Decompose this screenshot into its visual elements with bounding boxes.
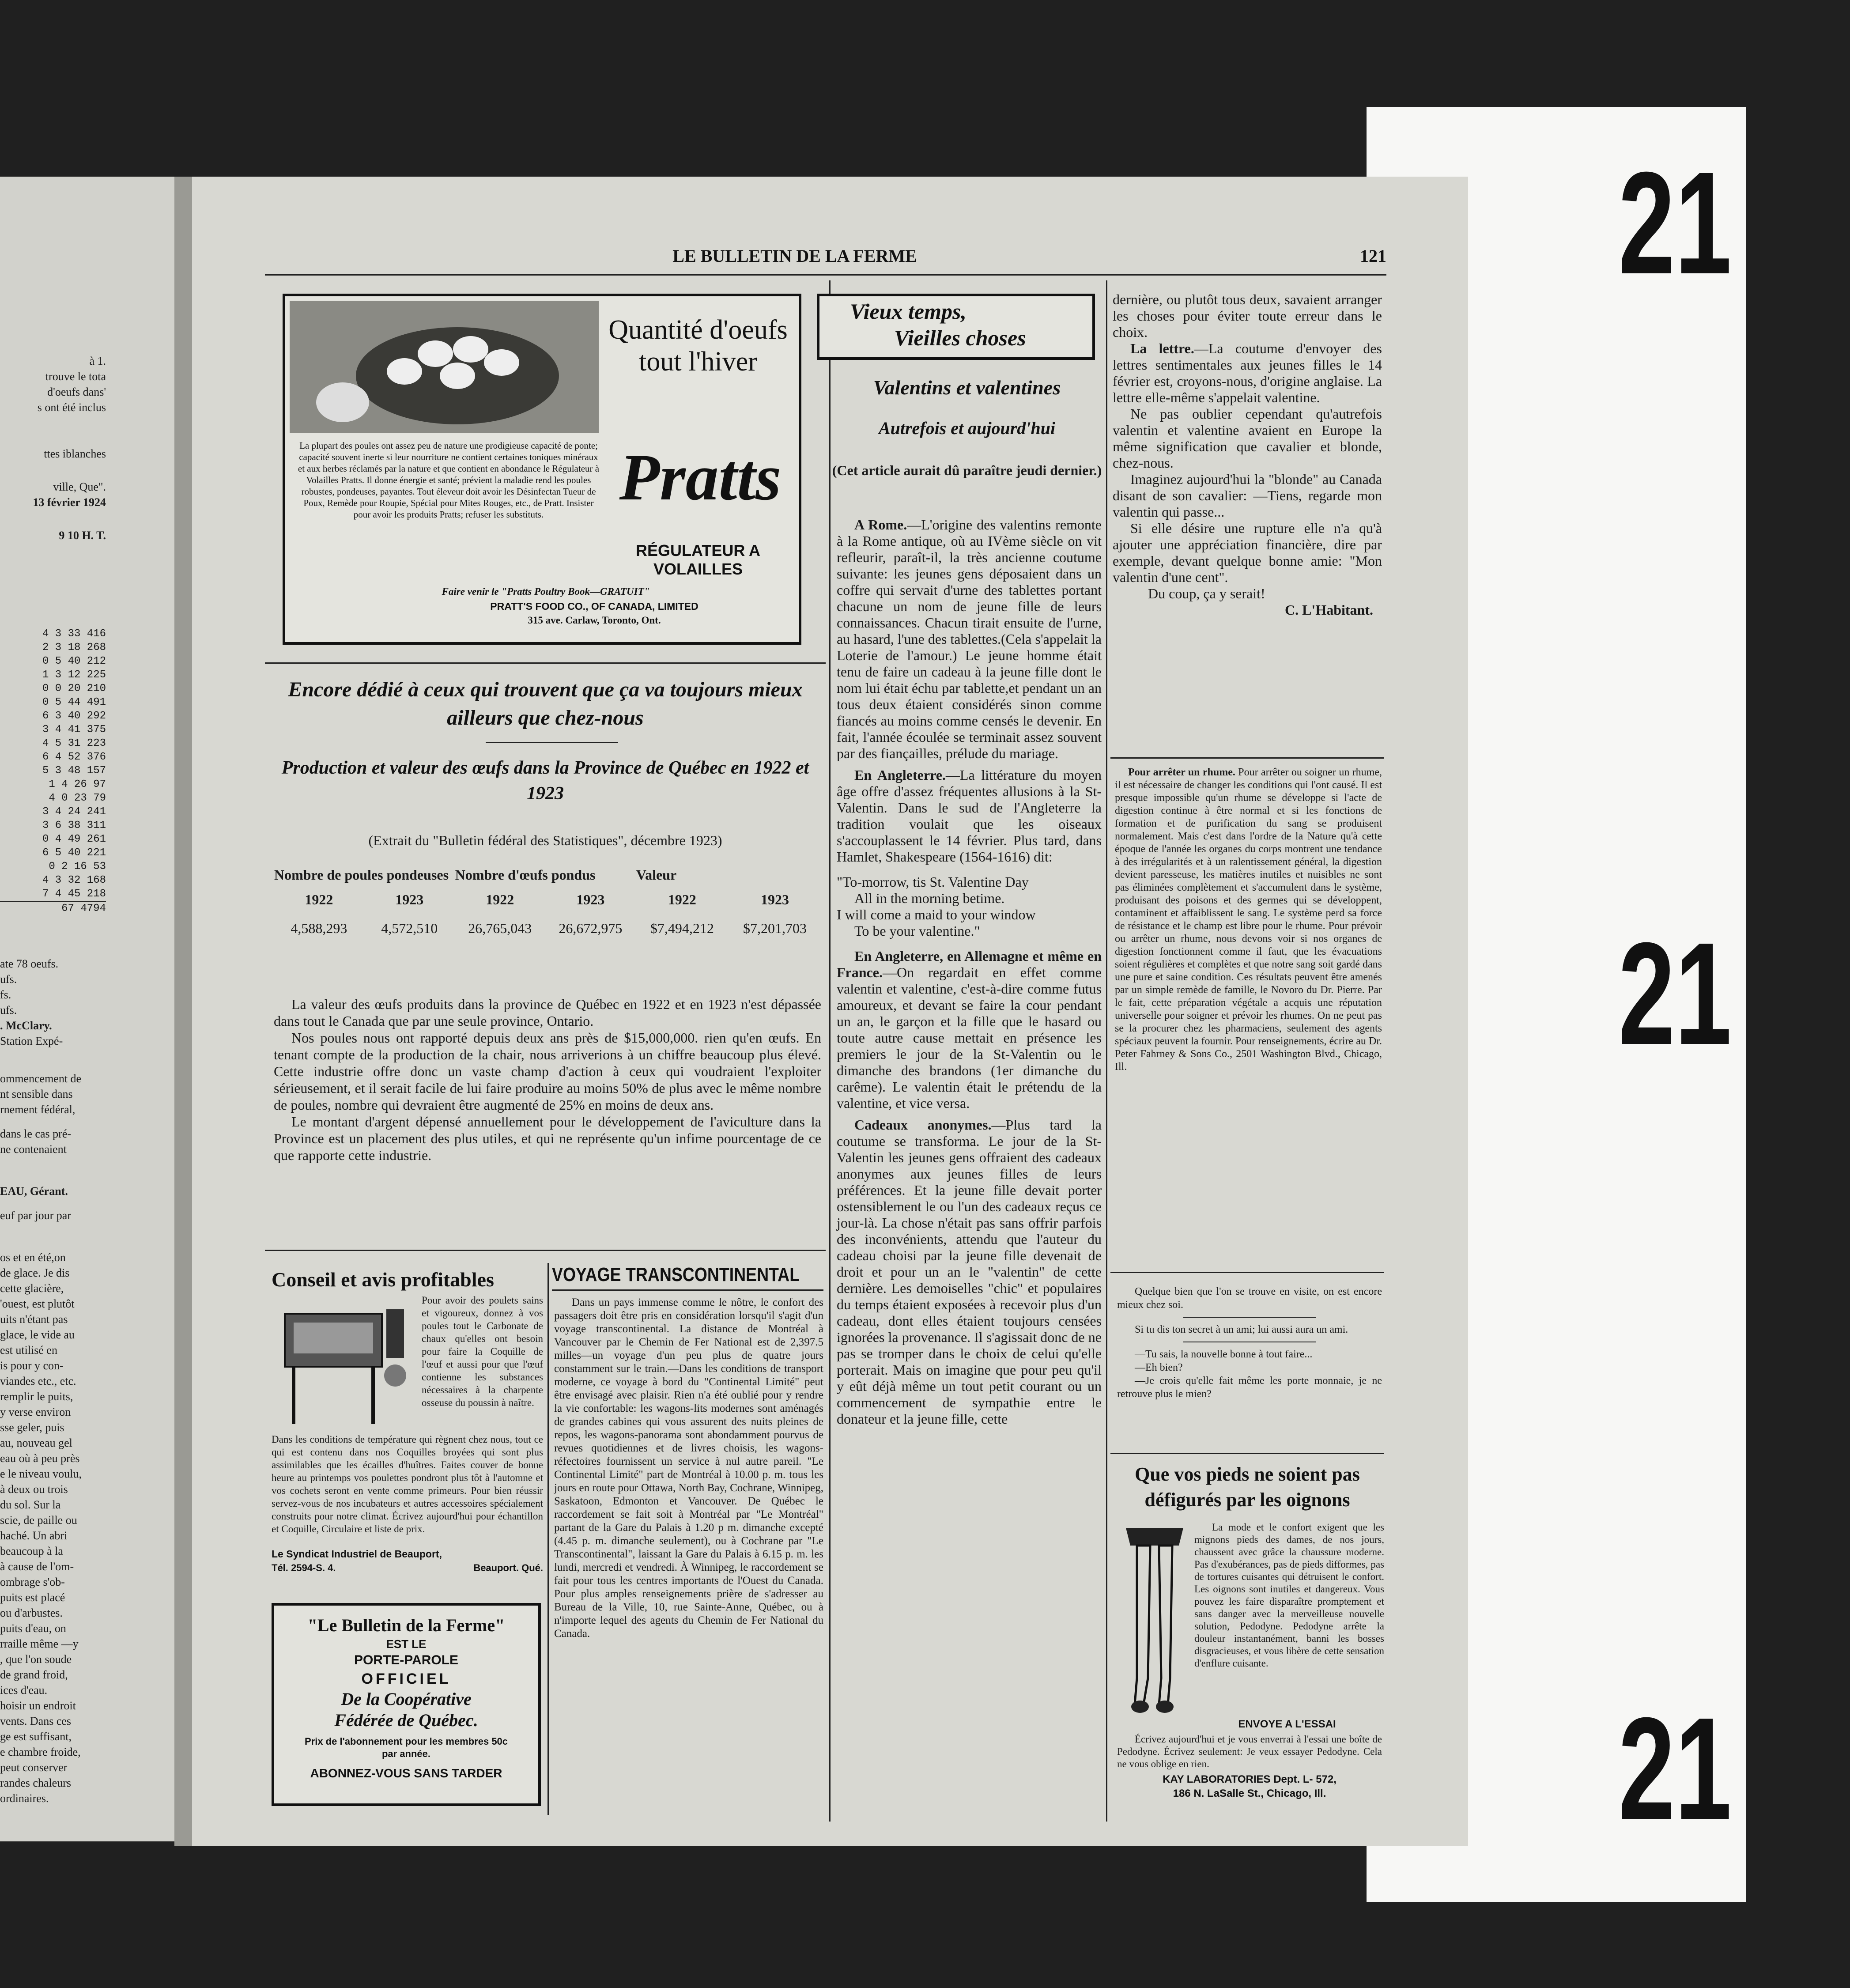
fragment-line: peut conserver: [0, 1761, 68, 1774]
fragment-table-row: 3 6 38 311: [42, 820, 106, 831]
continuation-text: dernière, ou plutôt tous deux, savaient arranger les choses pour éviter toute erreur dans le choix.: [1113, 291, 1382, 340]
valentins-end-rule: [1110, 757, 1384, 759]
angleterre-lead: En Angleterre.: [854, 767, 946, 783]
fragment-table-row: 0 4 49 261: [42, 833, 106, 845]
fragment-table-row: 4 3 33 416: [42, 628, 106, 640]
rhume-lead: Pour arrêter un rhume.: [1128, 767, 1235, 778]
value-cell: 4,588,293: [291, 920, 347, 936]
egg-basket-icon: [290, 301, 599, 433]
fragment-line: ate 78 oeufs.: [0, 957, 59, 970]
bulletin-box-officiel: OFFICIEL: [361, 1671, 451, 1687]
year-cell: 1923: [760, 892, 789, 907]
fragment-line: haché. Un abri: [0, 1529, 68, 1542]
pratts-body: La plupart des poules ont assez peu de nature une prodigieuse capacité de ponte; capacité souvent inerte si leur nourriture ne contient certaines toniques minéraux et aux herbes réclamés par la nature et que contient en abondance le Régulateur à Volailles Pratts. Il donne énergie et santé; prévient la maladie rend les poules robustes, pondeuses, payantes. Tout éleveur doit avoir les Désinfectan Tueur de Poux, Remède pour Roupie, Spécial pour Mites Rouges, etc., de Pratt. Insister pour avoir les produits Pratts; refuser les substituts.: [298, 440, 600, 520]
fragment-table-row: 6 5 40 221: [42, 847, 106, 859]
eggs-paragraph: Le montant d'argent dépensé annuellement pour le développement de l'aviculture dans la Province est un placement des plus utiles, et qui ne représente qu'un infime pourcentage de ce que rapporte cette industrie.: [274, 1114, 821, 1163]
valentins-paragraph: Ne pas oublier cependant qu'autrefois valentin et valentine avaient en Europe la même signification que cavalier et blonde, chez-nous.: [1113, 406, 1382, 471]
poem-line: "To-morrow, tis St. Valentine Day: [837, 874, 1029, 890]
fragment-table-row: 3 4 24 241: [42, 806, 106, 818]
eggs-body: [274, 996, 821, 1164]
fragment-line: trouve le tota: [45, 370, 106, 383]
pieds-address: 186 N. LaSalle St., Chicago, Ill.: [1173, 1788, 1326, 1799]
fragment-table-row: 4 0 23 79: [49, 792, 106, 804]
year-cell: 1922: [668, 892, 696, 907]
valentins-note: (Cet article aurait dû paraître jeudi dernier.): [832, 462, 1102, 478]
fragment-table-row: 7 4 45 218: [42, 888, 106, 900]
fragment-line: eau où à peu près: [0, 1452, 80, 1465]
fragment-table-row: 0 5 40 212: [42, 655, 106, 667]
fragment-line: s ont été inclus: [37, 401, 106, 414]
fragment-line: ge est suffisant,: [0, 1730, 72, 1743]
fragment-line: . McClary.: [0, 1019, 52, 1032]
pieds-cta: Écrivez aujourd'hui et je vous enverrai à l'essai une boîte de Pedodyne. Écrivez seulement: Je veux essayer Pedodyne. Cela ne vous oblige en rien.: [1117, 1734, 1382, 1769]
fragment-line: du sol. Sur la: [0, 1498, 61, 1511]
rome-text: —L'origine des valentins remonte à la Rome antique, où au IVème siècle on vit refleurir, paraît-il, la très ancienne coutume suivante: les jeunes gens déposaient dans un coffre qui servait d'urne des tablettes portant chacune un nom de jeune fille de leurs connaissances. Chacun tirait ensuite de l'urne, au hasard, l'une des tablettes.(Cela s'appelait la Loterie de l'amour.) Le jeune homme était tenu de faire un cadeau à la jeune fille dont le nom lui était échu par tablette,et pendant un an tous deux étaient considérés sinon comme fiancés au moins comme censés le devenir. En fait, l'année écoulée se terminait assez souvent par des fiançailles, prélude du mariage.: [837, 517, 1102, 761]
feet-icon: [1117, 1519, 1192, 1718]
fragment-table-row: 4 3 32 168: [42, 874, 106, 886]
fragment-line: dans le cas pré-: [0, 1127, 71, 1140]
conseil-company: Le Syndicat Industriel de Beauport,: [272, 1548, 442, 1560]
fragment-line: cette glacière,: [0, 1282, 64, 1295]
fragment-line: hoisir un endroit: [0, 1699, 76, 1712]
fragment-line: ices d'eau.: [0, 1684, 48, 1697]
fragment-line: ordinaires.: [0, 1792, 49, 1805]
voyage-divider: [547, 1263, 549, 1815]
bulletin-box-federee: Fédérée de Québec.: [334, 1710, 478, 1730]
tag-number-top: 21: [1618, 141, 1732, 304]
voyage-text: Dans un pays immense comme le nôtre, le confort des passagers doit être pris en considération lorsqu'il s'agit d'un voyage transcontinental. La distance de Montréal à Vancouver par le Chemin de Fer National est de 2,397.5 milles—un voyage d'un peu plus de quatre jours constamment sur le train.—Dans les conditions de transport moderne, ce voyage à bord du "Continental Limité" peut être envisagé avec plaisir. Rien n'a été oublié pour y rendre la vie confortable: les wagons-lits modernes sont aménagés de grandes cabines qui vous assurent des nuits pleines de repos, les wagons-panorama sont abondamment pourvus de revues quotidiennes et de livres choisis, les wagons-réfectoires fournissent un service à nul autre pareil. "Le Continental Limité" part de Montréal à 10.00 p. m. tous les jours en route pour Ottawa, North Bay, Cochrane, Winnipeg, Saskatoon, Edmonton et Vancouver. De Québec le raccordement se fait soit à Montréal par "Le Montréal" partant de la Gare du Palais à 1.20 p m. dimanche excepté (4.45 p. m. dimanche seulement), ou à Cochrane par "Le Transcontinental", laissant la Gare du Palais à 6.15 p. m. les lundi, mercredi et vendredi. À Winnipeg, le raccordement se fait pour tous les centres importants de l'Ouest du Canada. Pour plus amples renseignements prière de s'adresser au Bureau de la Ville, 10, rue Sainte-Anne, Québec, ou à n'importe lequel des agents du Chemin de Fer National du Canada.: [554, 1296, 823, 1640]
header-rule: [265, 274, 1386, 276]
rome-lead: A Rome.: [854, 517, 907, 533]
poem-line: I will come a maid to your window: [837, 907, 1036, 922]
bulletin-box-title: "Le Bulletin de la Ferme": [307, 1615, 505, 1635]
vieux-temps-title-1: Vieux temps,: [850, 299, 967, 324]
pratts-product: RÉGULATEUR A VOLAILLES: [636, 541, 760, 578]
fragment-line: beaucoup à la: [0, 1545, 63, 1557]
fragment-table-row: 0 5 44 491: [42, 696, 106, 708]
fragment-line: ufs.: [0, 973, 17, 986]
column-divider: [829, 280, 831, 1822]
bulletin-box-est-le: EST LE: [386, 1637, 427, 1651]
newspaper-title: LE BULLETIN DE LA FERME: [672, 246, 917, 266]
pratts-ad: [283, 294, 801, 645]
conseil-place: Beauport. Qué.: [473, 1562, 543, 1573]
joke: —Eh bien?: [1135, 1362, 1183, 1373]
year-cell: 1922: [486, 892, 514, 907]
tag-number-middle: 21: [1618, 912, 1732, 1075]
pieds-headline: Que vos pieds ne soient pas défigurés par les oignons: [1135, 1463, 1360, 1511]
conseil-tel: Tél. 2594-S. 4.: [272, 1562, 336, 1573]
fragment-table-row: 6 4 52 376: [42, 751, 106, 763]
fragment-line: EAU, Gérant.: [0, 1185, 68, 1198]
value-cell: 26,765,043: [468, 920, 532, 936]
fragment-table-row: 2 3 18 268: [42, 642, 106, 654]
fragment-line: e chambre froide,: [0, 1746, 81, 1758]
valentins-title: Valentins et valentines: [873, 376, 1061, 399]
eggs-table: [274, 865, 821, 941]
year-cell: 1923: [576, 892, 605, 907]
fragment-line: , que l'on soude: [0, 1653, 72, 1666]
fragment-line: est utilisé en: [0, 1344, 57, 1357]
valentins-subtitle: Autrefois et aujourd'hui: [878, 418, 1056, 438]
fragment-table-row: 4 5 31 223: [42, 737, 106, 749]
col-header-valeur: Valeur: [636, 867, 677, 883]
voyage-title-rule: [552, 1289, 823, 1291]
fragment-table-row: 5 3 48 157: [42, 765, 106, 777]
pieds-text: La mode et le confort exigent que les mignons pieds des dames, de nos jours, chaussent avec grâce la chaussure moderne. Pas d'exubérances, pas de pieds difformes, pas de tortures cuisantes qui détruisent le confort. Les oignons sont inutiles et dangereux. Vous pouvez les faire disparaître promptement et sans danger avec la merveilleuse nouvelle solution, Pedodyne. Pedodyne arrête la douleur instantanément, banni les bosses disgracieuses, et vous libère de cette sensation d'enflure cuisante.: [1194, 1522, 1384, 1669]
pratts-brand: Pratts: [619, 441, 782, 514]
fragment-table-row: 3 4 41 375: [42, 724, 106, 736]
fragment-table-header: 9 10 H. T.: [59, 529, 106, 542]
bulletin-subscription-box: [272, 1603, 541, 1806]
fragment-line: ne contenaient: [0, 1143, 67, 1156]
value-cell: $7,201,703: [743, 920, 807, 936]
fragment-line: de glace. Je dis: [0, 1266, 70, 1279]
eggs-source: (Extrait du "Bulletin fédéral des Statistiques", décembre 1923): [368, 832, 722, 848]
conseil-text-full: Dans les conditions de température qui règnent chez nous, tout ce qui est contenu dans nos Coquilles broyées qui sont plus assimilables que les écailles d'huîtres. Faites couver de bonne heure au printemps vos poulettes pondront plus tôt à l'automne et vos cochets seront en vente comme primeurs. Pour bien réussir servez-vous de nos incubateurs et autres accessoires spécialement construits pour notre climat. Écrivez aujourd'hui pour échantillon et Coquille, Circulaire et liste de prix.: [272, 1434, 543, 1534]
valentins-paragraph: Si elle désire une rupture elle n'a qu'à ajouter une appréciation financière, dire par exemple, devant quelque bonne amie: "Mon valentin d'une cent".: [1113, 520, 1382, 585]
eggs-article-rule: [265, 662, 826, 664]
col-header-oeufs: Nombre d'œufs pondus: [455, 867, 596, 883]
rhume-text: [1115, 766, 1382, 1073]
value-cell: 4,572,510: [381, 920, 438, 936]
fragment-line: d'oeufs dans': [47, 386, 106, 398]
lettre-lead: La lettre.: [1130, 340, 1194, 356]
page-gutter: [174, 177, 192, 1846]
voyage-title: VOYAGE TRANSCONTINENTAL: [552, 1264, 800, 1285]
year-cell: 1922: [305, 892, 333, 907]
rhume-body: Pour arrêter ou soigner un rhume, il est nécessaire de changer les conditions qui l'ont causé. Il est presque impossible qu'un rhume se développe si l'acte de digestion continue à être normal et si les fonctions de formation et de purification du sang se produisent normalement. Mais c'est dans l'ordre de la Nature qu'à cette époque de l'année les organes du corps montrent une tendance à des irrégularités et à un ralentissement général, la digestion devient paresseuse, les matières inutiles et nuisibles ne sont pas éliminées complètement et s'accumulent dans le système, produisant des poisons et des germes qui se développent, contaminent et affaiblissent le sang. Le système perd sa force de résistance et le champ est libre pour le rhume. Pour prévoir ou arrêter un rhume, nous devons voir si nos organes de digestion fonctionnent comme il faut, que les évacuations soient régulières et complètes et que notre sang soit gardé dans une pure et saine condition. Ces résultats peuvent être amenés par un simple remède de famille, le Novoro du Dr. Pierre. Par le fait, cette préparation végétale a acquis une réputation universelle pour soigner et prévoir les rhumes. On ne peut pas se la procurer chez les pharmaciens, seulement des agents spéciaux peuvent la fournir. Pour renseignements, écrire au Dr. Peter Fahrney & Sons Co., 2501 Washington Blvd., Chicago, Ill.: [1115, 767, 1382, 1073]
bulletin-box-price: Prix de l'abonnement pour les membres 50c par année.: [304, 1736, 508, 1759]
value-cell: 26,672,975: [559, 920, 623, 936]
left-fragment-text-2: [0, 956, 106, 1806]
fragment-line: au, nouveau gel: [0, 1436, 72, 1449]
fragment-line: puits d'eau, on: [0, 1622, 66, 1635]
fragment-table-total: 67 4794: [0, 901, 106, 915]
fragment-line: rraille même —y: [0, 1637, 79, 1650]
fragment-line: ville, Que".: [53, 480, 106, 493]
fragment-line: ommencement de: [0, 1072, 82, 1085]
fragment-line: fs.: [0, 988, 11, 1001]
eggs-end-rule: [265, 1250, 826, 1251]
jokes-end-rule: [1110, 1453, 1384, 1454]
left-fragment-text: [0, 353, 106, 543]
fragment-line: vents. Dans ces: [0, 1715, 72, 1727]
fragment-line: nt sensible dans: [0, 1088, 73, 1100]
fragment-line: rnement fédéral,: [0, 1103, 76, 1116]
rhume-end-rule: [1110, 1272, 1384, 1273]
cadeaux-text: —Plus tard la coutume se transforma. Le jour de la St-Valentin les jeunes gens offraient des cadeaux anonymes aux jeunes filles de leurs préférences. Et la jeune fille devait porter ostensiblement le ou l'un des cadeaux reçus ce jour-là. La chose n'était pas sans offrir parfois des inconvénients, attendu que l'auteur du cadeau choisi par la jeune fille devenait de droit et pour un an le "valentin" de cette dernière. Les demoiselles "chic" et populaires du temps étaient exposées à recevoir plus d'un cadeau, dont elles étaient toujours censées ignorées la provenance. Il s'agissait donc de ne pas se tromper dans le choix de celui qu'elle porterait. Mais on imagine que pour peu qu'il y eût déjà même un tout petit courant ou un commencement de sympathie entre le donateur et la jeune fille, cette: [837, 1117, 1102, 1427]
cadeaux-lead: Cadeaux anonymes.: [854, 1117, 992, 1133]
fragment-line: puits est placé: [0, 1591, 65, 1604]
fragment-table-row: 0 0 20 210: [42, 683, 106, 695]
fragment-line: remplir le puits,: [0, 1390, 73, 1403]
eggs-paragraph: Nos poules nous ont rapporté depuis deux ans près de $15,000,000. rien qu'en œufs. En tenant compte de la production de la chair, nous arriverions à un chiffre beaucoup plus élevé. Cette industrie offre donc un vaste champ d'action à ceux qui voudraient l'exploiter sérieusement, et il serait facile de lui faire produire au moins 50% de plus avec le même nombre de poules, nombre qui devraient être augmenté de 25% en moins de deux ans.: [274, 1030, 821, 1113]
lettre-text: —La coutume d'envoyer des lettres sentimentales aux jeunes filles le 14 février est, croyons-nous, d'origine anglaise. La lettre elle-même s'appelait valentine.: [1113, 340, 1382, 405]
fragment-line: à deux ou trois: [0, 1483, 68, 1496]
fragment-line: de grand froid,: [0, 1668, 68, 1681]
valentins-col2: [1113, 291, 1382, 618]
fragment-line: euf par jour par: [0, 1209, 71, 1222]
pieds-essai: ENVOYE A L'ESSAI: [1238, 1718, 1336, 1730]
pratts-headline: Quantité d'oeufs tout l'hiver: [608, 315, 788, 377]
col-header-poules: Nombre de poules pondeuses: [274, 867, 449, 883]
feet-illustration: [1117, 1519, 1192, 1718]
vieux-temps-title-2: Vieilles choses: [894, 325, 1026, 350]
poem-line: To be your valentine.": [854, 923, 980, 939]
fragment-line: uits n'étant pas: [0, 1313, 68, 1326]
fragment-line: glace, le vide au: [0, 1328, 75, 1341]
fragment-line: e le niveau voulu,: [0, 1467, 82, 1480]
pratts-company: PRATT'S FOOD CO., OF CANADA, LIMITED: [490, 601, 698, 612]
fragment-table-row: 1 4 26 97: [49, 779, 106, 790]
eggs-subhead: Production et valeur des œufs dans la Province de Québec en 1922 et 1923: [281, 758, 809, 804]
fragment-line: os et en été,on: [0, 1251, 66, 1264]
fragment-line: Station Expé-: [0, 1035, 63, 1047]
angleterre-text: —La littérature du moyen âge offre d'assez fréquentes allusions à la St-Valentin. Dans le sud de l'Angleterre la tradition voulait que les oiseaux s'accouplassent le 14 février. Plus tard, dans Hamlet, Shakespeare (1564-1616) dit:: [837, 767, 1102, 865]
page-number: 121: [1360, 246, 1386, 266]
fragment-line: ou d'arbustes.: [0, 1606, 63, 1619]
egg-basket-illustration: [290, 301, 599, 433]
fragment-line: 'ouest, est plutôt: [0, 1297, 75, 1310]
valentins-col1: [837, 517, 1102, 1427]
bulletin-box-porte: PORTE-PAROLE: [354, 1653, 459, 1667]
fragment-line: scie, de paille ou: [0, 1514, 77, 1527]
column-divider-2: [1106, 280, 1107, 1822]
conseil-text-right: Pour avoir des poulets sains et vigoureux, donnez à vos poules tout le Carbonate de chaux qu'elles ont besoin pour faire la Coquille de l'œuf et aussi pour que l'œuf contienne les substances nécessaires à la charpente osseuse du poussin à naître.: [422, 1295, 543, 1408]
eggs-headline: Encore dédié à ceux qui trouvent que ça va toujours mieux ailleurs que chez-nous: [288, 678, 803, 729]
eggs-headline-rule: [486, 742, 618, 743]
left-fragment-table: [0, 627, 106, 915]
fragment-line: y verse environ: [0, 1406, 71, 1418]
fragment-line: ombrage s'ob-: [0, 1576, 65, 1588]
allemagne-text: —On regardait en effet comme valentin et valentine, c'est-à-dire comme futus amoureux, et devant se faire la cour pendant un an, le garçon et la fille que le hasard ou toute autre cause mettait en présence les premiers le jour de la St-Valentin ou le dimanche des brandons (1er dimanche du carême). Le valentin était le prétendu de la valentine, et vice versa.: [837, 964, 1102, 1111]
fragment-line: ufs.: [0, 1004, 17, 1017]
value-cell: $7,494,212: [650, 920, 714, 936]
joke: Si tu dis ton secret à un ami; lui aussi aura un ami.: [1135, 1324, 1348, 1335]
fragment-line: viandes etc., etc.: [0, 1375, 76, 1387]
allemagne-lead: En Angleterre, en Allemagne et même en France.: [837, 948, 1102, 980]
pieds-company: KAY LABORATORIES Dept. L- 572,: [1163, 1773, 1337, 1785]
valentins-paragraph: Du coup, ça y serait!: [1148, 586, 1265, 601]
poem-line: All in the morning betime.: [854, 890, 1005, 906]
pratts-offer: Faire venir le "Pratts Poultry Book—GRATUIT": [442, 586, 650, 597]
fragment-line: sse geler, puis: [0, 1421, 64, 1434]
pratts-address: 315 ave. Carlaw, Toronto, Ont.: [528, 615, 661, 626]
valentins-paragraph: Imaginez aujourd'hui la "blonde" au Canada disant de son cavalier: —Tiens, regarde mon valentin qui passe...: [1113, 471, 1382, 520]
incubator-illustration: [276, 1300, 417, 1429]
joke: —Tu sais, la nouvelle bonne à tout faire...: [1135, 1349, 1313, 1360]
bulletin-box-de-la: De la Coopérative: [341, 1689, 472, 1709]
valentins-signature: C. L'Habitant.: [1284, 602, 1373, 618]
joke: —Je crois qu'elle fait même les porte monnaie, je ne retrouve plus le mien?: [1117, 1375, 1382, 1400]
bulletin-box-cta: ABONNEZ-VOUS SANS TARDER: [310, 1766, 502, 1780]
jokes: [1117, 1285, 1382, 1401]
tag-number-bottom: 21: [1618, 1687, 1732, 1850]
fragment-table-row: 0 2 16 53: [49, 861, 106, 873]
fragment-line: randes chaleurs: [0, 1776, 71, 1789]
fragment-line: à cause de l'om-: [0, 1560, 74, 1573]
fragment-line: à 1.: [89, 355, 106, 367]
year-cell: 1923: [395, 892, 424, 907]
fragment-table-row: 6 3 40 292: [42, 710, 106, 722]
fragment-line: is pour y con-: [0, 1359, 64, 1372]
incubator-icon: [276, 1300, 417, 1429]
eggs-paragraph: La valeur des œufs produits dans la province de Québec en 1922 et en 1923 n'est dépassée dans tout le Canada que par une seule province, Ontario.: [274, 996, 821, 1029]
fragment-line: ttes iblanches: [44, 447, 106, 460]
conseil-title: Conseil et avis profitables: [272, 1268, 494, 1291]
joke: Quelque bien que l'on se trouve en visite, on est encore mieux chez soi.: [1117, 1286, 1382, 1311]
fragment-line: 13 février 1924: [33, 496, 106, 509]
fragment-table-row: 1 3 12 225: [42, 669, 106, 681]
